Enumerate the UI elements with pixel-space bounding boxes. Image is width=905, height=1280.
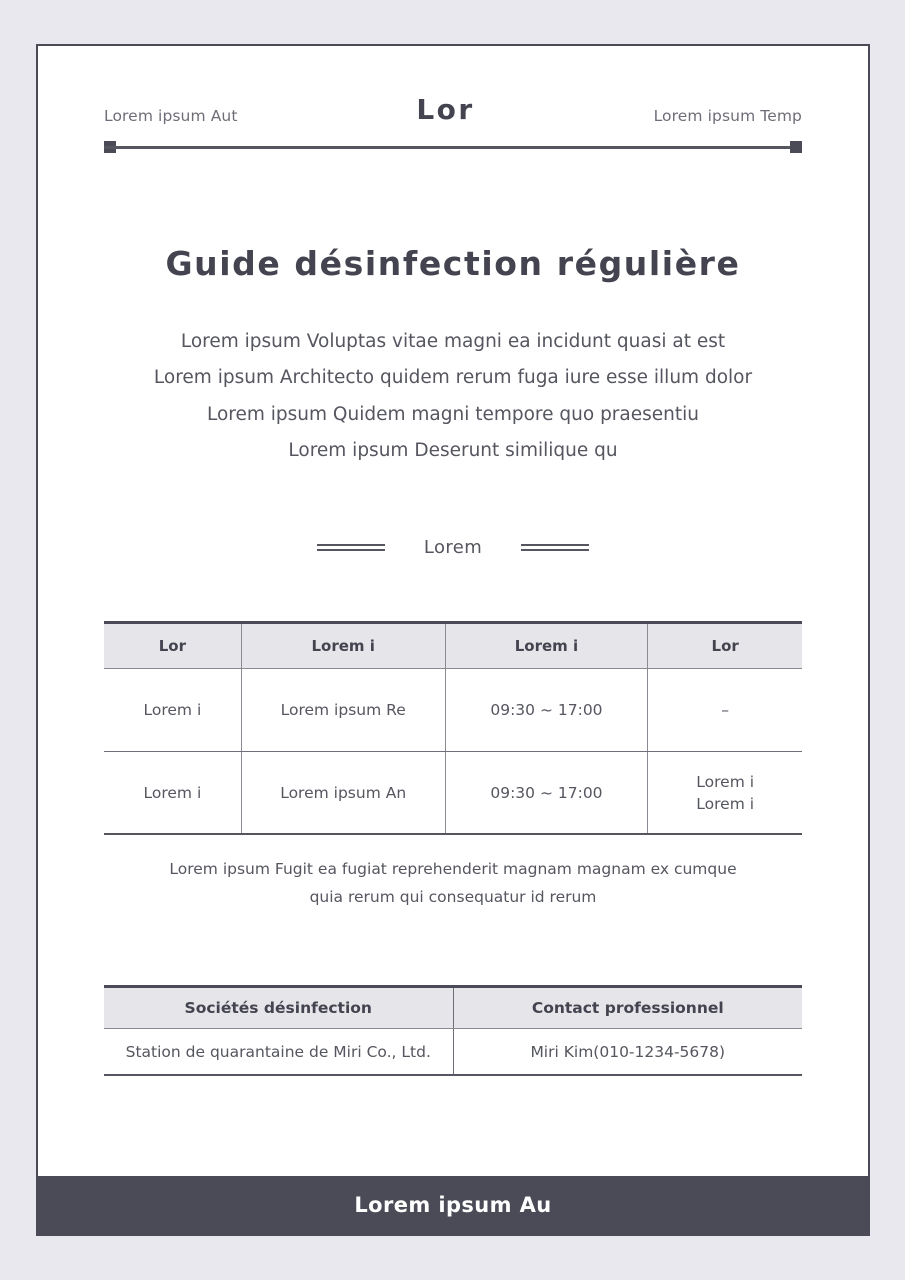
contact-header-row [104,987,802,1029]
cell-note-line: Lorem i [696,794,755,813]
double-rule-left-icon [317,544,385,551]
contact-column-header-contact: Contact professionnel [453,987,802,1029]
rule-line [104,146,802,149]
cell-time: 09:30 ~ 17:00 [445,751,648,834]
cell-description: Lorem ipsum Re [241,668,445,751]
contact-row [104,1029,802,1075]
contact-cell-person: Miri Kim(010-1234-5678) [530,1042,726,1061]
contact-cell-company: Station de quarantaine de Miri Co., Ltd. [104,1029,453,1075]
column-header-1: Lor [104,622,241,668]
rule-cap-right-icon [790,141,802,153]
cell-note-line: Lorem i [696,772,755,791]
page-footer [38,1176,868,1234]
intro-line: Lorem ipsum Deserunt similique qu [288,440,618,462]
contact-column-header-company: Sociétés désinfection [104,987,453,1029]
intro-paragraph [104,324,802,470]
double-rule-right-icon [521,544,589,551]
table-note-line: quia rerum qui consequatur id rerum [309,888,597,907]
page-footer-label: Lorem ipsum Au [354,1193,552,1217]
letterhead-left-label: Lorem ipsum Aut [104,107,238,125]
table-row [104,751,802,834]
table-note-line: Lorem ipsum Fugit ea fugiat reprehenderit magnam magnam ex cumque [169,860,737,879]
cell-category: Lorem i [104,668,241,751]
document-page [36,44,870,1236]
section-divider [104,537,802,558]
letterhead-center-title: Lor [416,93,475,126]
schedule-table [104,621,802,836]
cell-note-line: – [721,700,730,719]
document-body [38,46,868,1176]
cell-time: 09:30 ~ 17:00 [445,668,648,751]
cell-category: Lorem i [104,751,241,834]
column-header-4: Lor [648,622,802,668]
intro-line: Lorem ipsum Voluptas vitae magni ea incidunt quasi at est [180,330,726,352]
cell-note [648,751,802,834]
column-header-3: Lorem i [445,622,648,668]
cell-note [648,668,802,751]
intro-line: Lorem ipsum Architecto quidem rerum fuga iure esse illum dolor [153,367,753,389]
letterhead [104,46,802,125]
letterhead-right-label: Lorem ipsum Temp [653,107,802,125]
contact-table [104,985,802,1076]
page-title: Guide désinfection régulière [165,244,741,283]
letterhead-rule [104,141,802,153]
intro-line: Lorem ipsum Quidem magni tempore quo praesentiu [206,403,699,425]
section-divider-label: Lorem [423,536,483,558]
table-note [104,855,802,911]
table-row [104,668,802,751]
table-header-row [104,622,802,668]
cell-description: Lorem ipsum An [241,751,445,834]
column-header-2: Lorem i [241,622,445,668]
